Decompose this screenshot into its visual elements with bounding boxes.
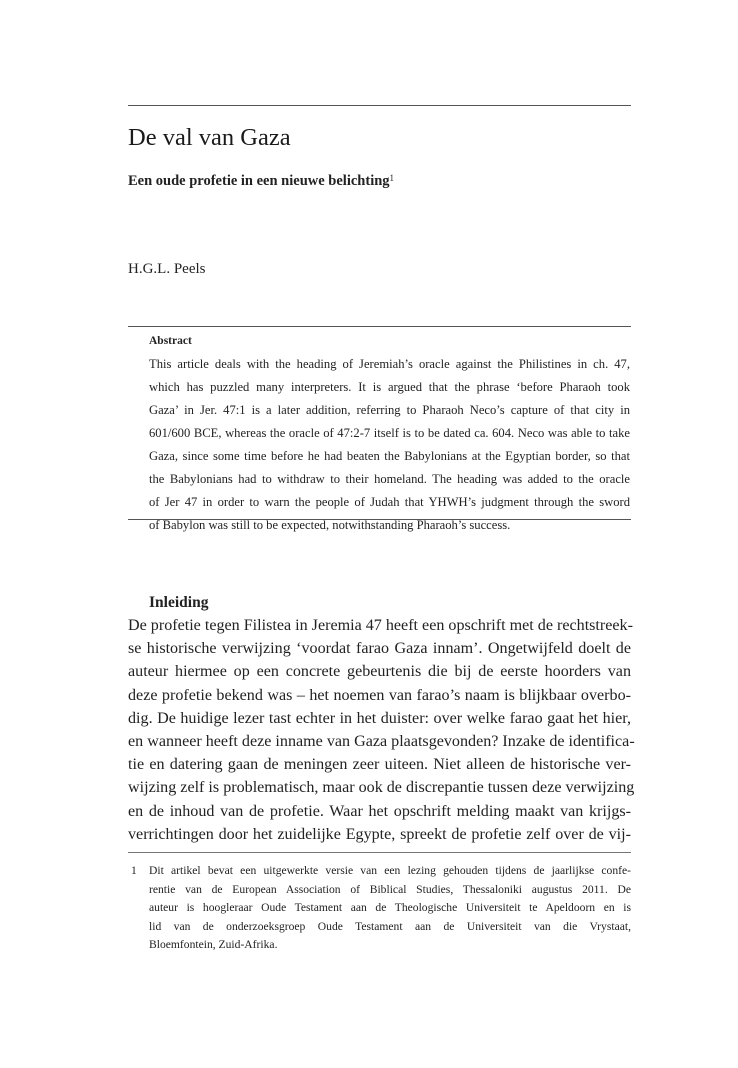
top-rule: [128, 105, 631, 106]
body-line: deze profetie bekend was – het noemen van farao’s naam is blijkbaar overbo-: [128, 686, 631, 704]
footnote-line: lid van de onderzoeksgroep Oude Testament aan de Universiteit van die Vrystaat,: [149, 919, 631, 933]
abstract-line: which has puzzled many interpreters. It is argued that the phrase ‘before Pharaoh took: [149, 380, 630, 394]
abstract-line: the Babylonians had to withdraw to their homeland. The heading was added to the oracle: [149, 472, 630, 486]
abstract-line: This article deals with the heading of Jeremiah’s oracle against the Philistines in ch. 47,: [149, 357, 630, 371]
body-text: [128, 614, 635, 846]
footnote-line: Bloemfontein, Zuid-Afrika.: [149, 938, 278, 952]
author: H.G.L. Peels: [128, 261, 206, 277]
body-line: De profetie tegen Filistea in Jeremia 47 heeft een opschrift met de rechtstreek-: [128, 617, 633, 634]
body-line: se historische verwijzing ‘voordat farao Gaza innam’. Ongetwijfeld doelt de: [128, 640, 631, 658]
abstract-line: Gaza’ in Jer. 47:1 is a later addition, referring to Pharaoh Neco’s capture of that city in: [149, 403, 630, 417]
article-title: De val van Gaza: [128, 124, 291, 151]
footnote-ref: 1: [389, 173, 395, 183]
footnote-text: [149, 862, 631, 955]
article-subtitle: [128, 173, 394, 190]
footnote-number: 1: [131, 864, 137, 877]
abstract-line: Gaza, since some time before he had beaten the Babylonians at the Egyptian border, so that: [149, 449, 630, 463]
subtitle-text: Een oude profetie in een nieuwe belichting: [128, 173, 390, 189]
body-line: en de inhoud van de profetie. Waar het opschrift melding maakt van krijgs-: [128, 802, 631, 820]
footnote-line: rentie van de European Association of Biblical Studies, Thessaloniki augustus 2011. De: [149, 882, 631, 896]
abstract-line: of Babylon was still to be expected, notwithstanding Pharaoh’s success.: [149, 518, 511, 532]
body-line: wijzing zelf is problematisch, maar ook de discrepantie tussen deze verwijzing: [128, 779, 635, 797]
abstract-heading: Abstract: [149, 335, 192, 347]
abstract-line: of Jer 47 in order to warn the people of Judah that YHWH’s judgment through the sword: [149, 495, 630, 509]
body-line: en wanneer heeft deze inname van Gaza plaatsgevonden? Inzake de identifica-: [128, 733, 635, 751]
abstract-bottom-rule: [128, 519, 631, 520]
body-line: tie en datering gaan de meningen zeer uiteen. Niet alleen de historische ver-: [128, 756, 631, 774]
footnote-line: auteur is hoogleraar Oude Testament aan de Theologische Universiteit te Apeldoorn en is: [149, 901, 631, 915]
abstract-line: 601/600 BCE, whereas the oracle of 47:2-7 itself is to be dated ca. 604. Neco was able to take: [149, 426, 630, 440]
abstract-top-rule: [128, 326, 631, 327]
abstract-text: [149, 353, 630, 537]
section-heading: Inleiding: [149, 594, 209, 611]
footnote-rule: [128, 852, 631, 853]
body-line: auteur hiermee op een concrete gebeurtenis die bij de eerste hoorders van: [128, 663, 631, 681]
footnote-line: Dit artikel bevat een uitgewerkte versie van een lezing gehouden tijdens de jaarlijkse confe-: [149, 864, 631, 877]
body-line: dig. De huidige lezer tast echter in het duister: over welke farao gaat het hier,: [128, 709, 631, 727]
body-line: verrichtingen door het zuidelijke Egypte, spreekt de profetie zelf over de vij-: [128, 825, 631, 843]
